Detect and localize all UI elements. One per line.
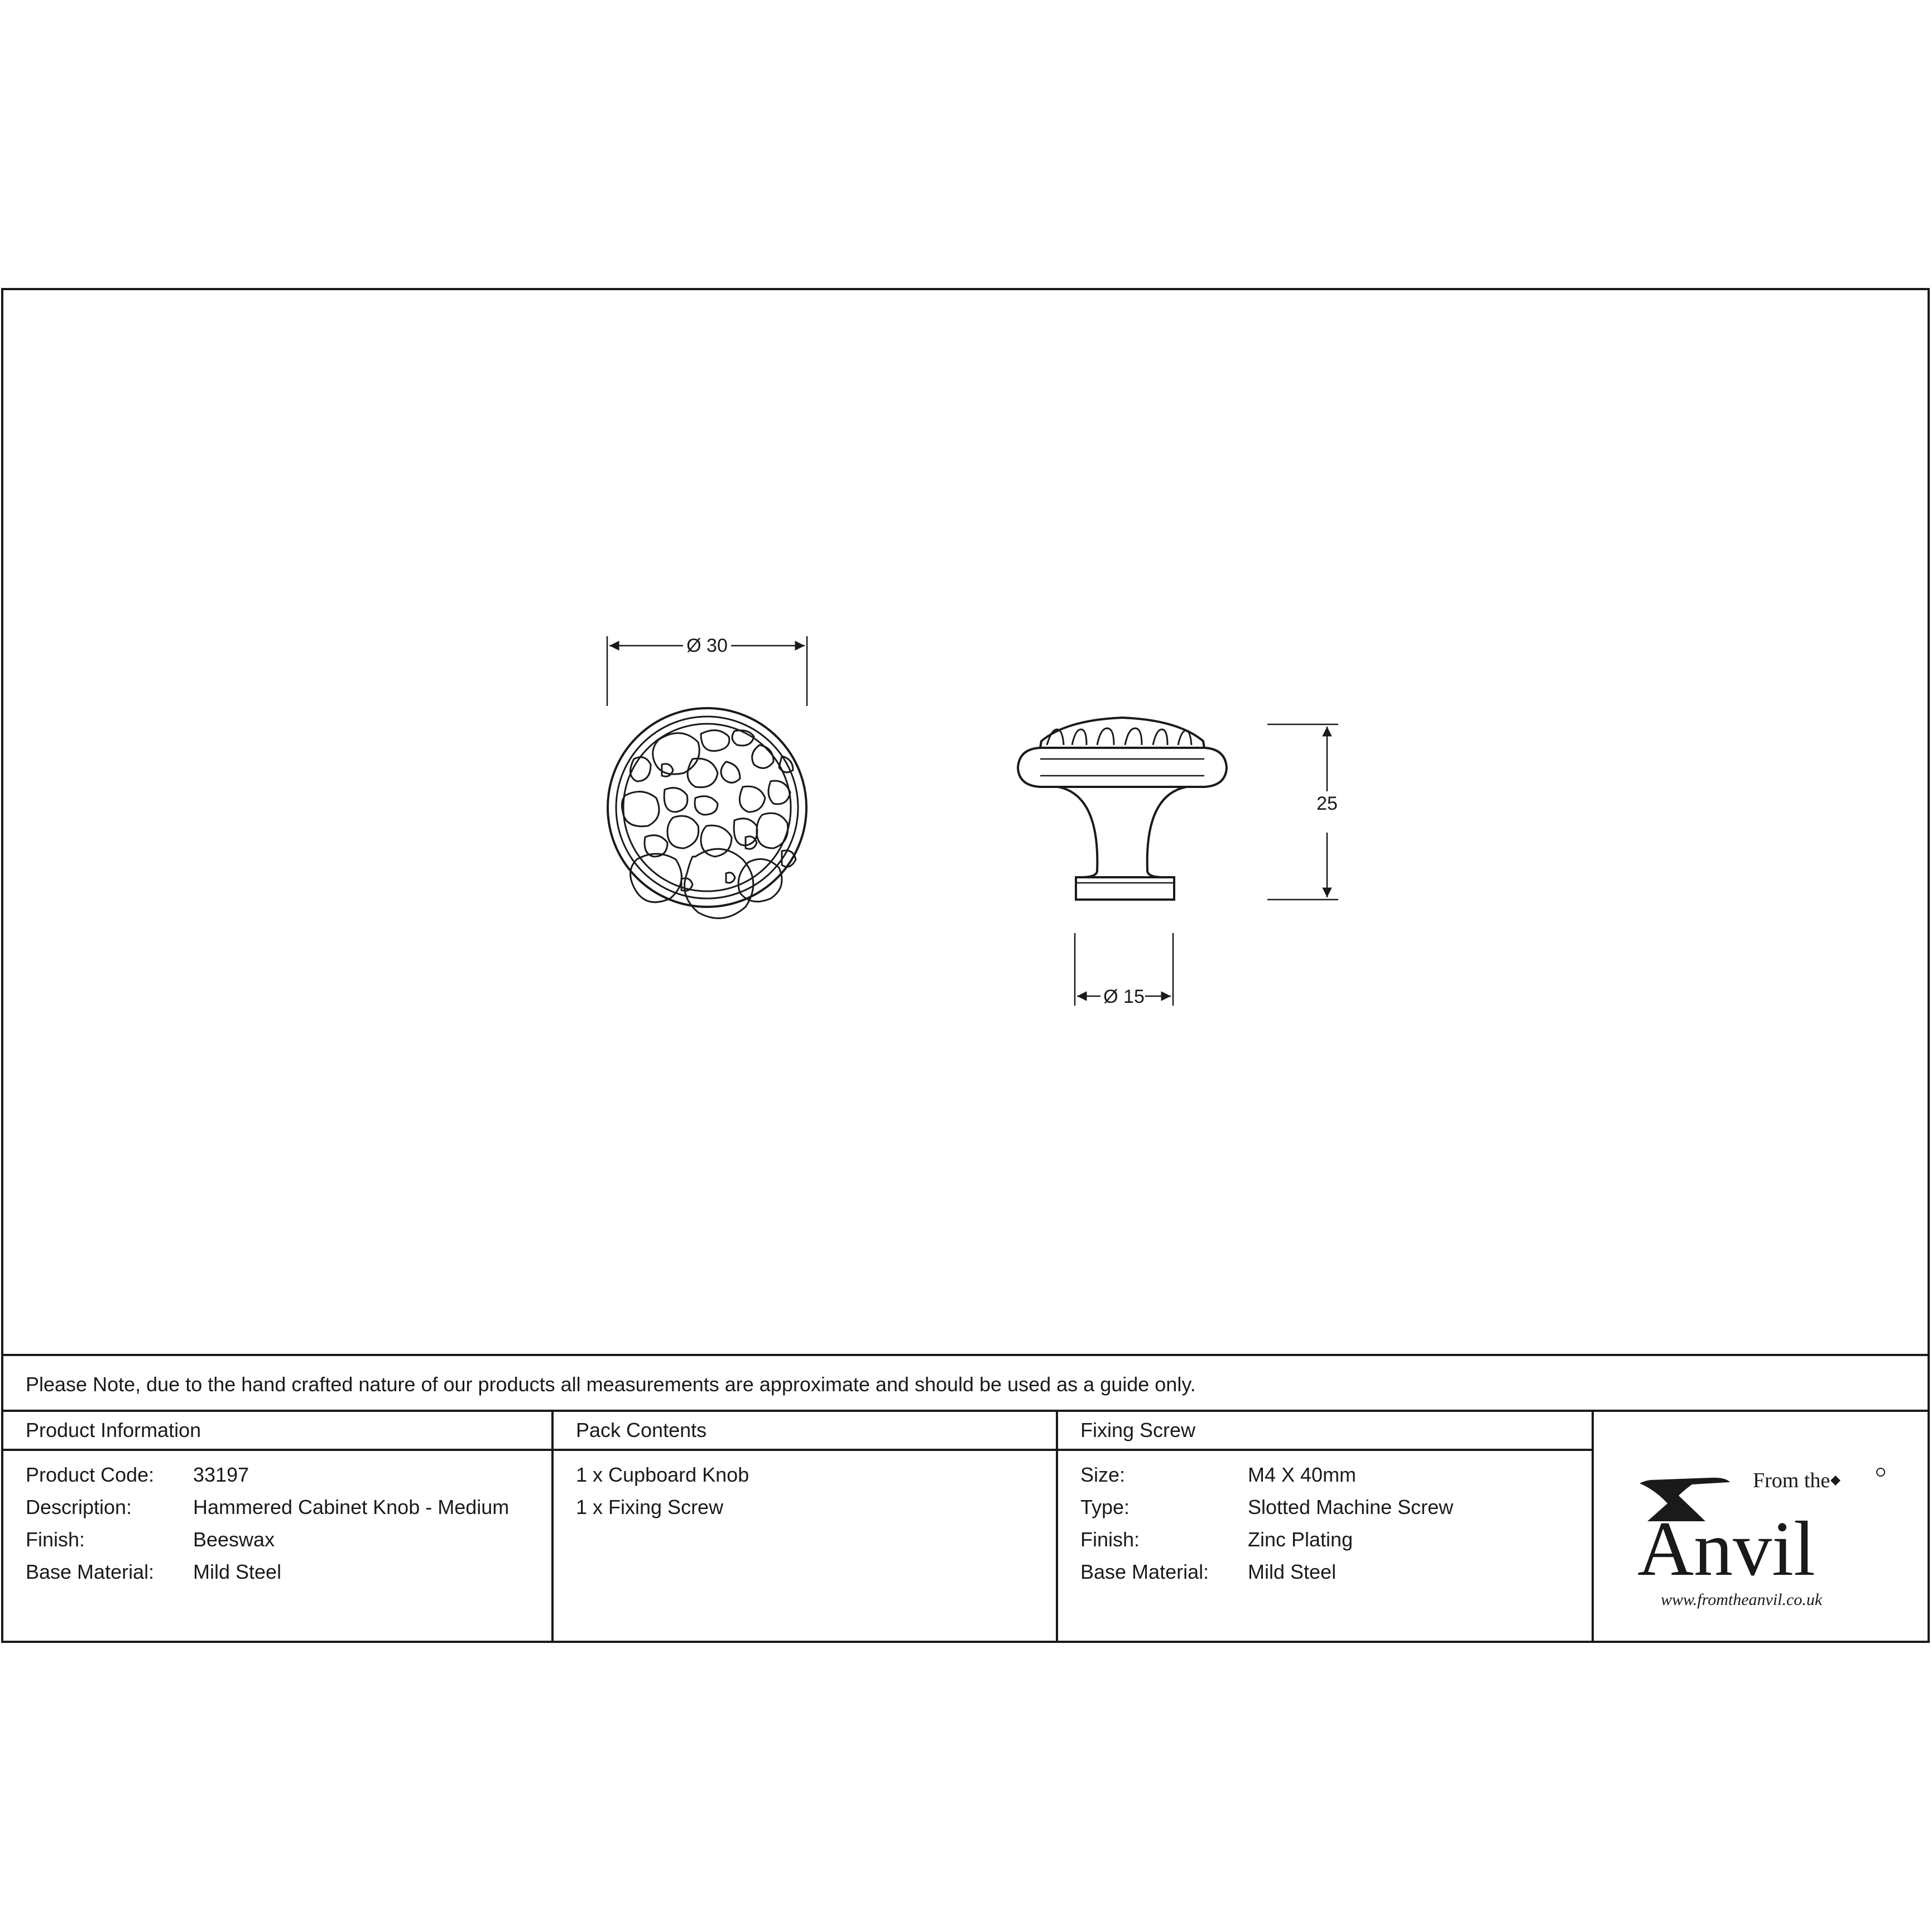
fixing-screw-rows — [1080, 1463, 1586, 1593]
approximation-note — [3, 1354, 1928, 1412]
technical-drawing-sheet — [1, 288, 1930, 1643]
top-view — [607, 635, 807, 918]
knob-neck — [1058, 787, 1186, 877]
logo-anvil: Anvil — [1637, 1506, 1815, 1592]
pack-contents-rows — [576, 1463, 1050, 1528]
product-information-heading: Product Information — [26, 1419, 201, 1441]
description-row — [26, 1496, 546, 1528]
knob-drawing — [3, 290, 1932, 1355]
screw-type-value: Slotted Machine Screw — [1248, 1496, 1454, 1518]
product-code-value: 33197 — [193, 1463, 249, 1486]
pack-item-screw: 1 x Fixing Screw — [576, 1496, 724, 1518]
product-information-rows — [26, 1463, 546, 1593]
drawing-area — [3, 290, 1928, 1355]
knob-rim — [1018, 748, 1227, 787]
row-label: Type: — [1080, 1496, 1130, 1518]
base-diameter-label: Ø 15 — [1103, 986, 1145, 1007]
brand-logo — [1594, 1412, 1929, 1641]
logo-from-the: From the — [1753, 1469, 1830, 1492]
row-label: Finish: — [26, 1528, 85, 1551]
top-diameter-label: Ø 30 — [686, 635, 728, 656]
screw-finish-value: Zinc Plating — [1248, 1528, 1353, 1551]
description-value: Hammered Cabinet Knob - Medium — [193, 1496, 510, 1518]
pack-contents-heading: Pack Contents — [576, 1419, 707, 1441]
fixing-screw-header — [1058, 1412, 1592, 1451]
knob-base — [1076, 877, 1174, 900]
outer-rim — [608, 708, 806, 907]
list-item — [576, 1496, 1050, 1528]
screw-material-row — [1080, 1560, 1586, 1593]
row-label: Base Material: — [1080, 1560, 1209, 1583]
pack-item-knob: 1 x Cupboard Knob — [576, 1463, 749, 1486]
pack-contents-header — [554, 1412, 1056, 1451]
fixing-screw-heading: Fixing Screw — [1080, 1419, 1196, 1441]
logo-url: www.fromtheanvil.co.uk — [1661, 1590, 1823, 1609]
inner-rim — [616, 717, 798, 898]
fixing-screw-column — [1058, 1412, 1594, 1641]
base-material-value: Mild Steel — [193, 1560, 282, 1583]
screw-finish-row — [1080, 1528, 1586, 1560]
hammered-edge — [1047, 728, 1191, 745]
product-information-column — [3, 1412, 554, 1641]
finish-row — [26, 1528, 546, 1560]
row-label: Product Code: — [26, 1463, 155, 1486]
finish-value: Beeswax — [193, 1528, 275, 1551]
screw-type-row — [1080, 1496, 1586, 1528]
diamond-icon — [1830, 1476, 1840, 1486]
registered-icon — [1877, 1468, 1885, 1476]
row-label: Description: — [26, 1496, 132, 1518]
row-label: Finish: — [1080, 1528, 1140, 1551]
knob-cap — [1040, 718, 1204, 748]
info-table — [3, 1412, 1928, 1641]
product-information-header — [3, 1412, 551, 1451]
side-view — [1018, 718, 1338, 1007]
note-text: Please Note, due to the hand crafted nature of our products all measurements are approximate and should be used as a guide only. — [26, 1373, 1196, 1396]
product-code-row — [26, 1463, 546, 1496]
screw-size-value: M4 X 40mm — [1248, 1463, 1357, 1486]
base-material-row — [26, 1560, 546, 1593]
pack-contents-column — [554, 1412, 1058, 1641]
row-label: Base Material: — [26, 1560, 155, 1583]
anvil-logo — [1594, 1412, 1929, 1641]
screw-material-value: Mild Steel — [1248, 1560, 1337, 1583]
list-item — [576, 1463, 1050, 1496]
screw-size-row — [1080, 1463, 1586, 1496]
height-label: 25 — [1316, 793, 1338, 814]
row-label: Size: — [1080, 1463, 1126, 1486]
hammered-pattern — [622, 730, 796, 919]
